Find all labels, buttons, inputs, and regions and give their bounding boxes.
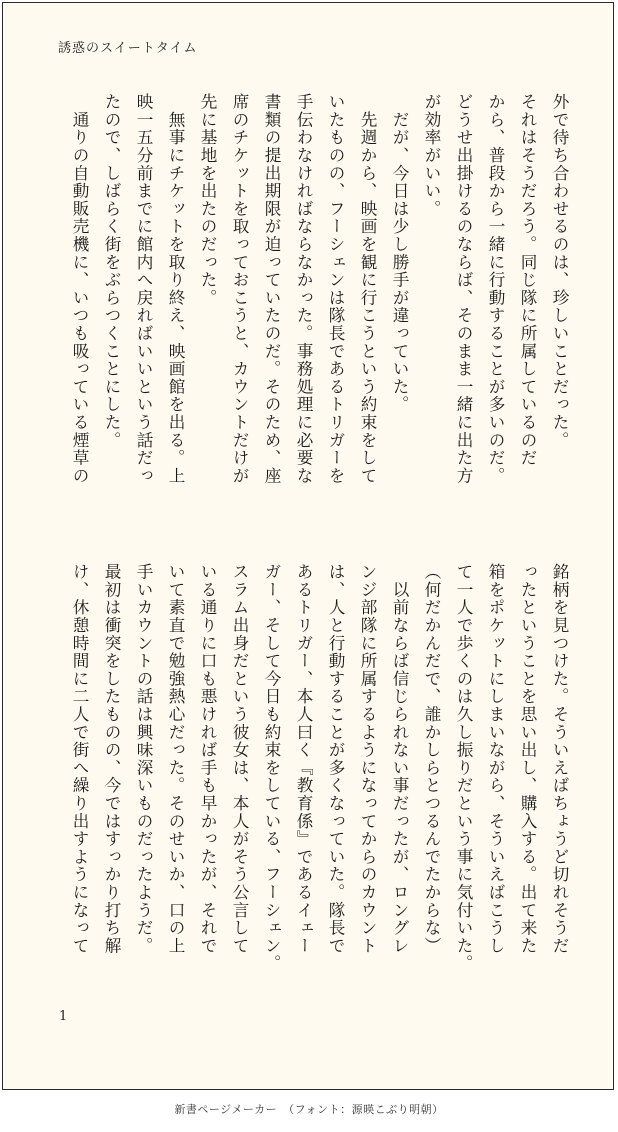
text-column: が効率がいい。: [422, 93, 441, 218]
text-column: ったということを思い出し、購入する。出て来た: [518, 563, 537, 955]
text-column: 先に基地を出たのだった。: [198, 93, 217, 307]
text-column: 映一五分前までに館内へ戻ればいいという話だっ: [134, 93, 153, 485]
text-column: だが、今日は少し勝手が違っていた。: [390, 93, 409, 414]
text-column: ガー、そして今日も約束をしている、フーシェン。: [262, 563, 281, 973]
text-column: スラム出身だという彼女は、本人がそう公言して: [230, 563, 249, 955]
page-number: 1: [59, 1009, 68, 1024]
text-column: 手いカウントの話は興味深いものだったようだ。: [134, 563, 153, 955]
text-column: 手伝わなければならなかった。事務処理に必要な: [294, 93, 313, 485]
upper-text-block: [63, 93, 575, 528]
text-column: 席のチケットを取っておこうと、カウントだけが: [230, 93, 249, 485]
text-column: どうせ出掛けるのならば、そのまま一緒に出た方: [454, 93, 473, 485]
text-column: 最初は衝突をしたものの、今ではすっかり打ち解: [102, 563, 121, 955]
text-column: あるトリガー、本人曰く『教育係』であるイェー: [294, 563, 313, 955]
text-column: 無事にチケットを取り終え、映画館を出る。上: [166, 93, 185, 485]
text-column: いて素直で勉強熱心だった。そのせいか、口の上: [166, 563, 185, 955]
text-column: て一人で歩くのは久し振りだという事に気付いた。: [454, 563, 473, 973]
text-column: 箱をポケットにしまいながら、そういえばこうし: [486, 563, 505, 955]
text-column: 書類の提出期限が迫っていたのだ。そのため、座: [262, 93, 281, 485]
text-column: （何だかんだで、誰かしらとつるんでたからな）: [422, 563, 441, 955]
text-column: 以前ならば信じられない事だったが、ロングレ: [390, 563, 409, 955]
book-page: [2, 2, 614, 1090]
text-column: 先週から、映画を観に行こうという約束をして: [358, 93, 377, 485]
text-column: は、人と行動することが多くなっていた。隊長で: [326, 563, 345, 955]
text-column: け、休憩時間に二人で街へ繰り出すようになって: [70, 563, 89, 955]
text-column: 銘柄を見つけた。そういえばちょうど切れそうだ: [550, 563, 569, 955]
running-header-title: 誘惑のスイートタイム: [58, 41, 198, 56]
text-column: いる通りに口も悪ければ手も早かったが、それで: [198, 563, 217, 955]
text-column: たので、しばらく街をぶらつくことにした。: [102, 93, 121, 449]
text-column: いたものの、フーシェンは隊長であるトリガーを: [326, 93, 345, 485]
footer-credit: 新書ページメーカー （フォント：源暎こぶり明朝）: [174, 1103, 444, 1116]
text-column: 外で待ち合わせるのは、珍しいことだった。: [550, 93, 569, 449]
text-column: から、普段から一緒に行動することが多いのだ。: [486, 93, 505, 485]
text-column: 通りの自動販売機に、いつも吸っている煙草の: [70, 93, 89, 485]
lower-text-block: [63, 563, 575, 993]
text-column: ンジ部隊に所属するようになってからのカウント: [358, 563, 377, 955]
text-column: それはそうだろう。同じ隊に所属しているのだ: [518, 93, 537, 467]
